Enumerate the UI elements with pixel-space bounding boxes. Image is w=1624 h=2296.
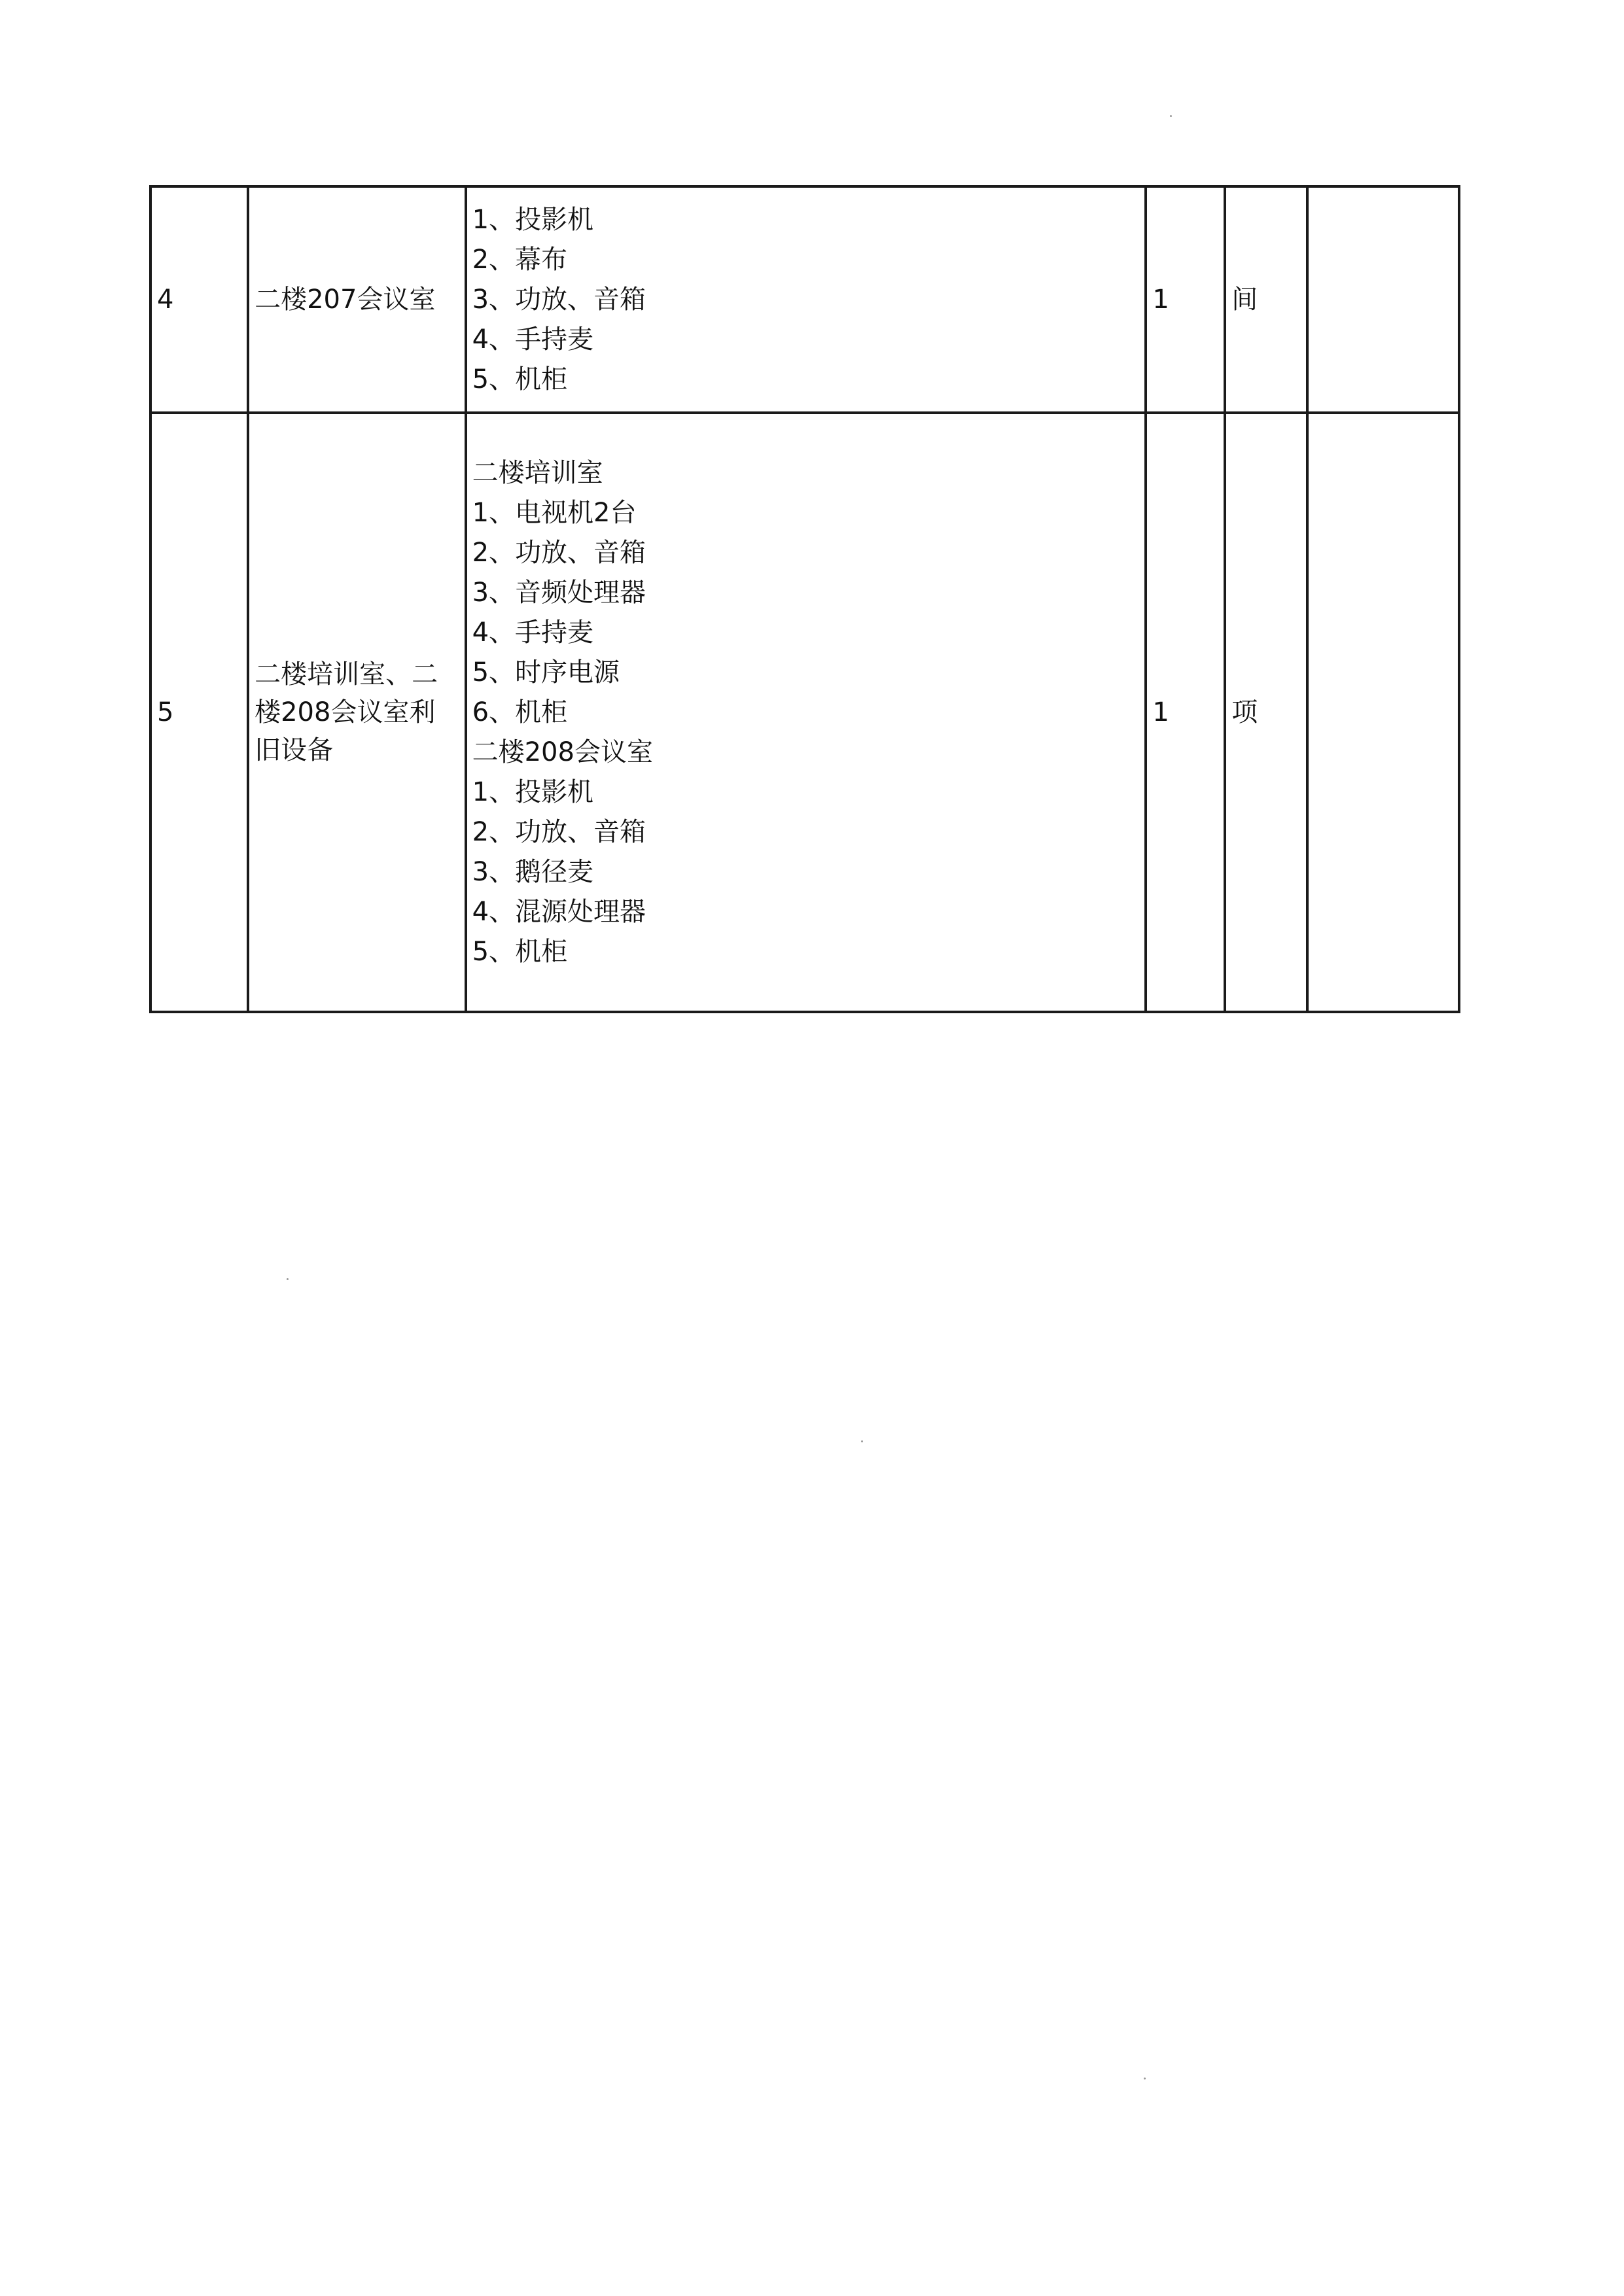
list-item: 2、幕布	[472, 244, 568, 275]
scan-speck	[1170, 115, 1172, 117]
list-item: 3、鹅径麦	[472, 856, 594, 887]
unit-cell: 间	[1225, 186, 1307, 413]
note-cell	[1307, 413, 1459, 1012]
quantity-cell: 1	[1146, 186, 1225, 413]
list-item: 4、混源处理器	[472, 896, 646, 927]
list-item: 1、投影机	[472, 776, 594, 807]
equipment-table	[149, 185, 1460, 1013]
room-name-cell	[248, 413, 465, 1012]
row-number-cell: 5	[150, 413, 248, 1012]
equipment-list	[472, 453, 1140, 972]
equipment-list	[472, 200, 1140, 400]
scan-speck	[861, 1440, 863, 1442]
list-item: 5、机柜	[472, 936, 568, 967]
equipment-list-cell	[466, 186, 1146, 413]
quantity-cell: 1	[1146, 413, 1225, 1012]
list-item: 3、音频处理器	[472, 577, 646, 608]
list-item: 2、功放、音箱	[472, 816, 646, 847]
list-item: 1、电视机2台	[472, 497, 637, 528]
scan-speck	[287, 1278, 289, 1280]
list-item: 1、投影机	[472, 204, 594, 235]
room-name: 二楼培训室、二楼208会议室利旧设备	[255, 659, 438, 765]
unit-cell: 项	[1225, 413, 1307, 1012]
list-item: 4、手持麦	[472, 324, 594, 355]
list-item: 6、机柜	[472, 697, 568, 727]
list-item: 5、机柜	[472, 364, 568, 394]
list-item: 2、功放、音箱	[472, 537, 646, 568]
scan-speck	[1144, 2078, 1146, 2079]
list-item: 3、功放、音箱	[472, 284, 646, 315]
list-item: 二楼208会议室	[472, 737, 653, 767]
room-name: 二楼207会议室	[255, 285, 436, 315]
table-row	[150, 413, 1459, 1012]
table-row	[150, 186, 1459, 413]
equipment-list-cell	[466, 413, 1146, 1012]
row-number-cell: 4	[150, 186, 248, 413]
note-cell	[1307, 186, 1459, 413]
list-item: 4、手持麦	[472, 617, 594, 648]
room-name-cell	[248, 186, 465, 413]
list-item: 二楼培训室	[472, 457, 603, 488]
list-item: 5、时序电源	[472, 657, 620, 687]
